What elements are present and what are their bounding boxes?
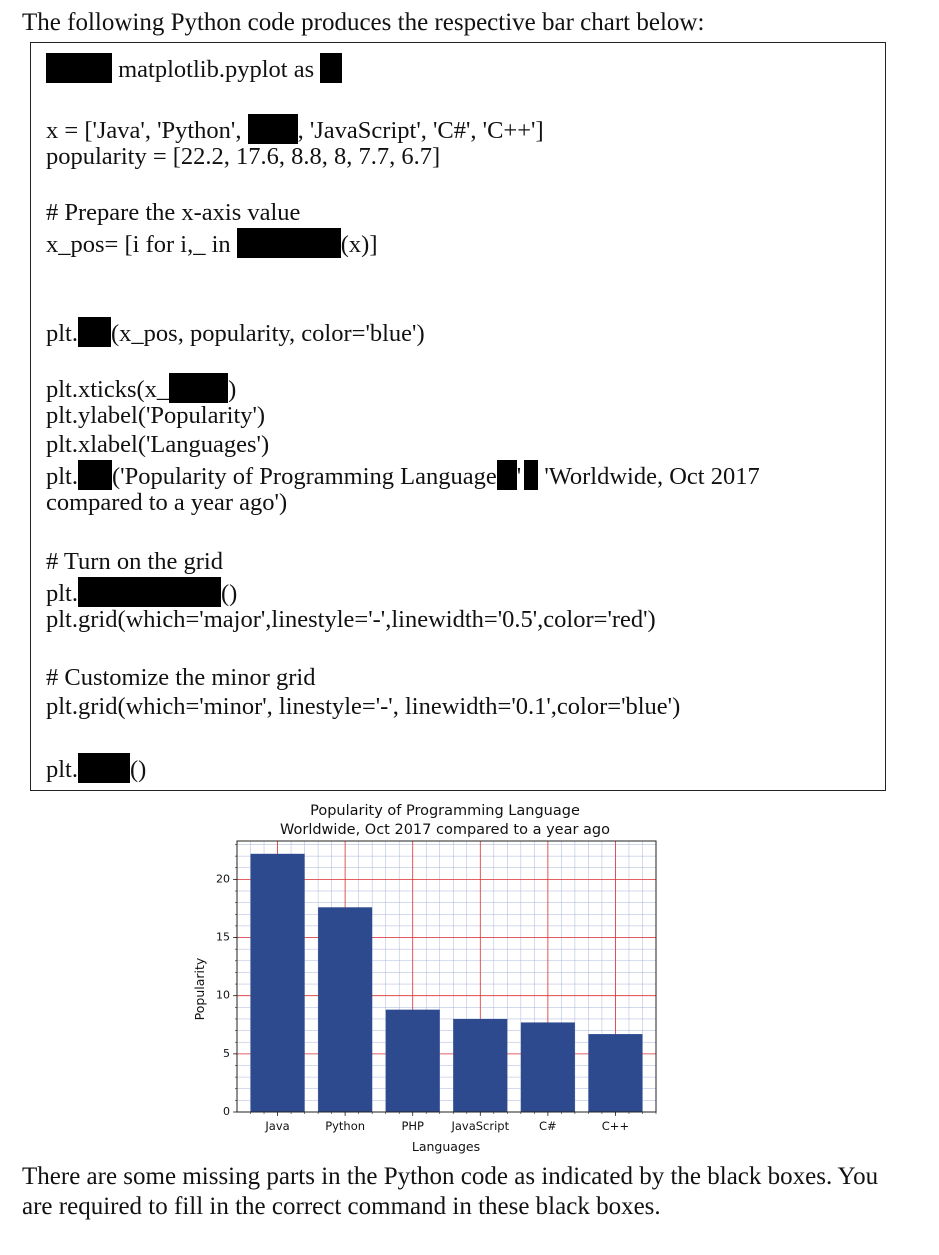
outro-line-1: There are some missing parts in the Python code as indicated by the black boxes. You — [22, 1163, 879, 1190]
code-line-import — [46, 53, 342, 84]
chart-title: Popularity of Programming Language — [310, 803, 580, 819]
redaction-box — [497, 460, 517, 490]
code-text: 'Worldwide, Oct 2017 — [544, 463, 760, 490]
bars — [251, 854, 643, 1112]
bar-javascript — [453, 1019, 507, 1112]
code-comment-grid: # Turn on the grid — [46, 548, 223, 575]
redaction-box — [78, 577, 221, 607]
outro-line-2: are required to fill in the correct command in these black boxes. — [22, 1193, 661, 1220]
chart-subtitle: Worldwide, Oct 2017 compared to a year ago — [280, 822, 610, 838]
redaction-box — [169, 373, 228, 403]
code-text: ' — [516, 463, 522, 490]
code-line-bar — [46, 317, 425, 348]
code-line-minorticks — [46, 577, 237, 608]
code-block — [30, 42, 886, 791]
code-line-title-cont: compared to a year ago') — [46, 489, 288, 516]
intro-text: The following Python code produces the respective bar chart below: — [22, 9, 705, 36]
code-text: plt. — [46, 756, 78, 783]
code-line-xpos — [46, 228, 377, 259]
code-text: plt.xticks(x_ — [46, 376, 170, 403]
y-tick-label: 20 — [216, 872, 230, 886]
redaction-box — [320, 53, 342, 83]
code-text: x_pos= [i for i,_ in — [46, 231, 231, 258]
bar-python — [318, 907, 372, 1112]
code-text: (x)] — [340, 231, 378, 258]
code-text: plt. — [46, 463, 78, 490]
y-tick-label: 5 — [223, 1046, 230, 1060]
y-tick-label: 15 — [216, 930, 230, 944]
code-text: () — [221, 580, 238, 607]
code-text: matplotlib.pyplot as — [118, 56, 315, 83]
x-tick-label: Java — [265, 1119, 290, 1133]
code-line-ylabel: plt.ylabel('Popularity') — [46, 402, 266, 429]
x-axis-ticks — [251, 1112, 656, 1133]
x-tick-label: C++ — [601, 1119, 630, 1133]
y-axis-label: Popularity — [192, 957, 207, 1021]
code-comment-minor: # Customize the minor grid — [46, 664, 316, 691]
code-text: ('Popularity of Programming Language — [112, 463, 497, 490]
x-tick-label: C# — [539, 1119, 557, 1133]
code-text: () — [130, 756, 147, 783]
code-line-popularity: popularity = [22.2, 17.6, 8.8, 8, 7.7, 6.7] — [46, 143, 441, 170]
redaction-box — [248, 114, 298, 144]
code-text: (x_pos, popularity, color='blue') — [111, 320, 425, 347]
code-line-xlabel: plt.xlabel('Languages') — [46, 431, 270, 458]
y-axis-ticks — [216, 844, 237, 1118]
redaction-box — [46, 53, 112, 83]
x-tick-label: JavaScript — [451, 1119, 510, 1133]
bar-chart — [185, 796, 665, 1158]
code-line-x — [46, 114, 544, 145]
x-tick-label: Python — [325, 1119, 366, 1133]
code-line-major-grid: plt.grid(which='major',linestyle='-',linewidth='0.5',color='red') — [46, 606, 656, 633]
code-line-show — [46, 753, 146, 784]
x-tick-label: PHP — [401, 1119, 424, 1133]
redaction-box — [78, 460, 112, 490]
code-text: ) — [228, 376, 237, 403]
x-axis-label: Languages — [411, 1139, 481, 1154]
redaction-box — [78, 317, 111, 347]
code-line-title — [46, 460, 760, 491]
y-tick-label: 0 — [223, 1105, 230, 1118]
bar-c — [521, 1022, 575, 1112]
code-text: x = ['Java', 'Python', — [46, 117, 242, 144]
code-comment-xaxis: # Prepare the x-axis value — [46, 199, 301, 226]
redaction-box — [237, 228, 341, 258]
bar-java — [251, 854, 305, 1112]
redaction-box — [78, 753, 130, 783]
code-text: , 'JavaScript', 'C#', 'C++'] — [297, 117, 544, 144]
code-line-minor-grid: plt.grid(which='minor', linestyle='-', linewidth='0.1',color='blue') — [46, 693, 681, 720]
bar-php — [386, 1010, 440, 1112]
code-text: plt. — [46, 580, 78, 607]
bar-c — [588, 1034, 642, 1112]
outro-text — [22, 1162, 927, 1222]
code-line-xticks — [46, 373, 236, 404]
redaction-box — [524, 460, 538, 490]
code-text: plt. — [46, 320, 78, 347]
y-tick-label: 10 — [216, 988, 230, 1002]
